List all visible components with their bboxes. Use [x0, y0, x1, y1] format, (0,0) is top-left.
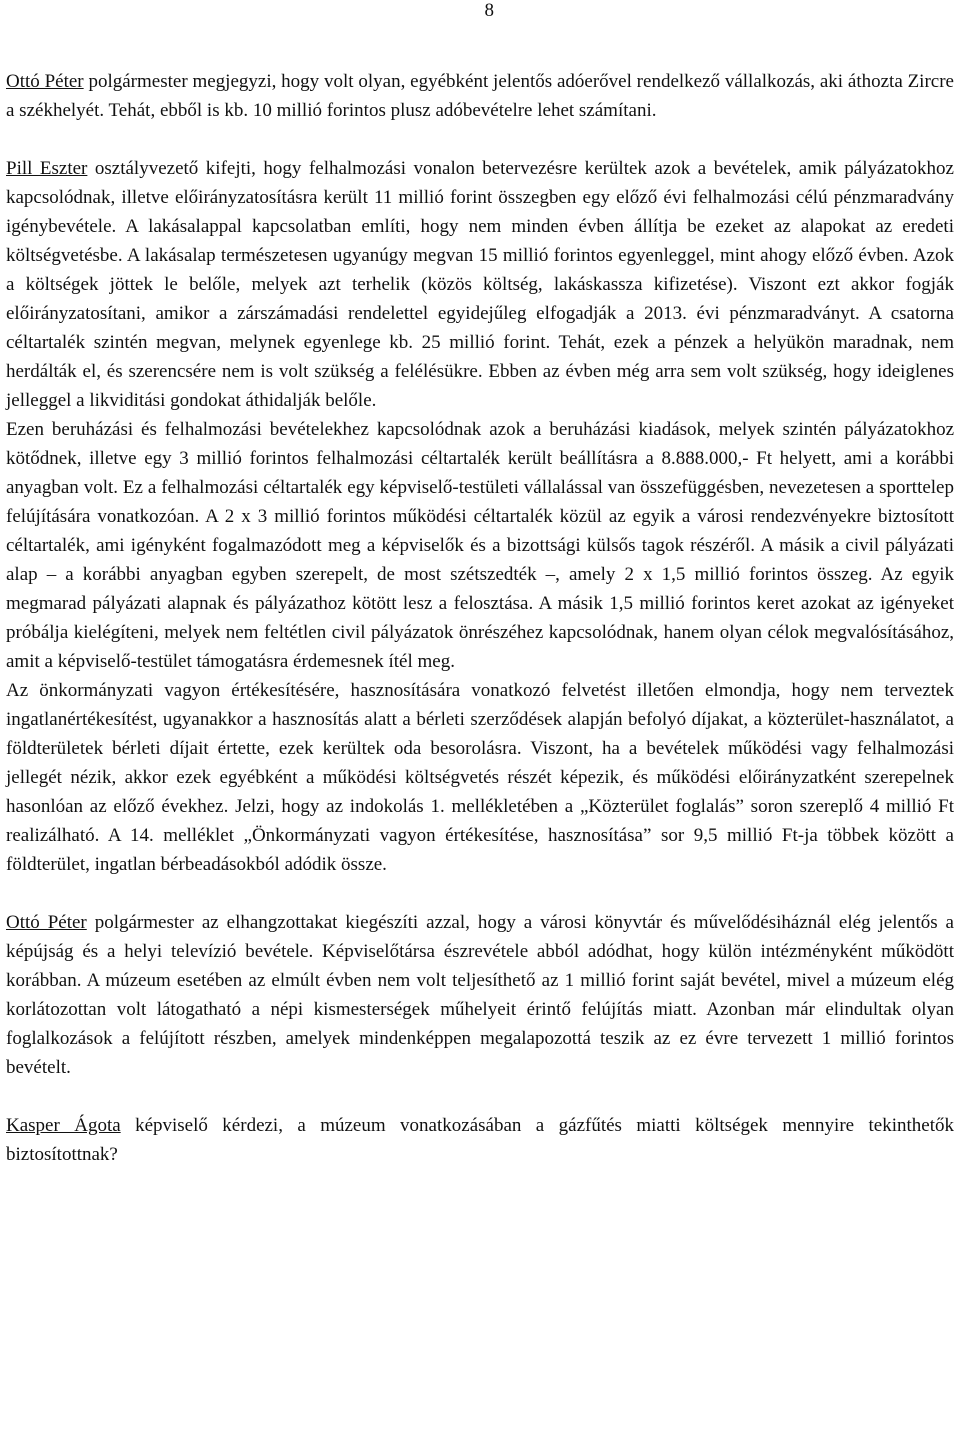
paragraph-pill-eszter	[6, 154, 954, 415]
paragraph-text: Ezen beruházási és felhalmozási bevételekhez kapcsolódnak azok a beruházási kiadások, melyek szintén pályázatokhoz kötődnek, illetve egy 3 millió forintos felhalmozási céltartalék került beállításra a 8.888.000,- Ft helyett, ami a korábbi anyagban volt. Ez a felhalmozási céltartalék egy képviselő-testületi vállalással van összefüggésben, nevezetesen a sporttelep felújítására vonatkozóan. A 2 x 3 millió forintos működési céltartalék közül az egyik a városi rendezvényekre biztosított céltartalék, ami igényként fogalmazódott meg a képviselők és a bizottsági külsős tagok részéről. A másik a civil pályázati alap – a korábbi anyagban egyben szerepelt, de most szétszedték –, amely 2 x 1,5 millió forintos összeg. Az egyik megmarad pályázati alapnak és pályázathoz kötött lesz a felosztása. A másik 1,5 millió forintos keret azokat az igényeket próbálja kielégíteni, melyek nem feltétlen civil pályázatok önrészéhez kapcsolódnak, hanem olyan célok megvalósításához, amit a képviselő-testület támogatásra érdemesnek ítél meg.	[6, 419, 954, 672]
paragraph-text: képviselő kérdezi, a múzeum vonatkozásában a gázfűtés miatti költségek mennyire tekinthetők biztosítottnak?	[6, 1115, 954, 1165]
paragraph-otto-peter-1	[6, 67, 954, 125]
document-body	[6, 67, 954, 1169]
paragraph-kasper-agota	[6, 1111, 954, 1169]
paragraph-text: polgármester megjegyzi, hogy volt olyan, egyébként jelentős adóerővel rendelkező vállalkozás, aki áthozta Zircre a székhelyét. Tehát, ebből is kb. 10 millió forintos plusz adóbevételre lehet számítani.	[6, 71, 954, 121]
paragraph-text: osztályvezető kifejti, hogy felhalmozási vonalon betervezésre kerültek azok a bevételek, amik pályázatokhoz kapcsolódnak, illetve előirányzatosításra került 11 millió forint összegben egy előző évi felhalmozási célú pénzmaradvány igénybevétele. A lakásalappal kapcsolatban említi, hogy nem minden évben állítja be ezeket az alapokat az eredeti költségvetésbe. A lakásalap természetesen ugyanúgy megvan 15 millió forintos egyenleggel, mint ahogy előző évben. Azok a költségek jöttek le belőle, melyek azt terhelik (közös költség, lakáskassza kifizetése). Viszont ezt akkor fogják előirányzatosítani, amikor a zárszámadási rendelettel egyidejűleg elfogadják a 2013. évi pénzmaradványt. A csatorna céltartalék szintén megvan, melynek egyenlege kb. 25 millió forint. Tehát, ezek a pénzek a helyükön maradnak, nem herdálták el, és szerencsére nem is volt szükség a felélésükre. Ebben az évben még arra sem volt szükség, hogy ideiglenes jelleggel a likviditási gondokat áthidalják belőle.	[6, 158, 954, 411]
page-number: 8	[484, 0, 494, 21]
paragraph-spacer	[6, 879, 954, 908]
speaker-name: Kasper Ágota	[6, 1115, 121, 1136]
paragraph-spacer	[6, 125, 954, 154]
speaker-name: Ottó Péter	[6, 71, 84, 92]
speaker-name: Pill Eszter	[6, 158, 88, 179]
paragraph-text: polgármester az elhangzottakat kiegészíti azzal, hogy a városi könyvtár és művelődésiháznál elég jelentős a képújság és a helyi televízió bevétele. Képviselőtársa észrevétele abból adódhat, hogy külön intézményként működött korábban. A múzeum esetében az elmúlt évben nem volt teljesíthető az 1 millió forint saját bevétel, mivel a múzeum elég korlátozottan volt látogatható a népi kismesterségek műhelyeit érintő felújítás miatt. Azonban már elindultak olyan foglalkozások a felújított részben, amelyek mindenképpen megalapozottá teszik az ez évre tervezett 1 millió forintos bevételt.	[6, 912, 954, 1078]
paragraph-vagyon	[6, 676, 954, 879]
paragraph-beruhazasi	[6, 415, 954, 676]
speaker-name: Ottó Péter	[6, 912, 87, 933]
paragraph-spacer	[6, 1082, 954, 1111]
paragraph-otto-peter-2	[6, 908, 954, 1082]
paragraph-text: Az önkormányzati vagyon értékesítésére, hasznosítására vonatkozó felvetést illetően elmondja, hogy nem terveztek ingatlanértékesítést, ugyanakkor a hasznosítás alatt a bérleti szerződések alapján befolyó díjakat, a közterület-használatot, a földterületek bérleti díjait értette, ezek kerültek oda besorolásra. Viszont, ha a bevételek működési vagy felhalmozási jellegét nézik, akkor ezek egyébként a működési költségvetés részét képezik, és működési előirányzatként szerepelnek hasonlóan az előző évekhez. Jelzi, hogy az indokolás 1. mellékletében a „Közterület foglalás” soron szereplő 4 millió Ft realizálható. A 14. melléklet „Önkormányzati vagyon értékesítése, hasznosítása” sor 9,5 millió Ft-ja többek között a földterület, ingatlan bérbeadásokból adódik össze.	[6, 680, 954, 875]
